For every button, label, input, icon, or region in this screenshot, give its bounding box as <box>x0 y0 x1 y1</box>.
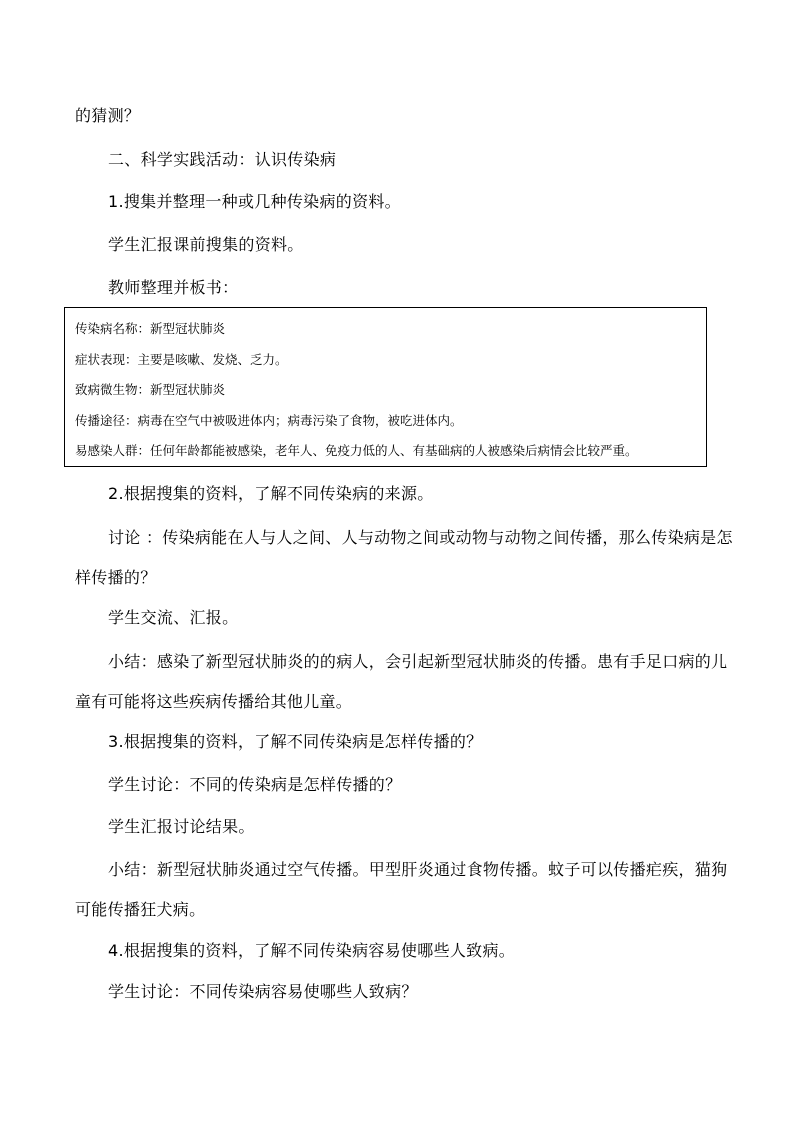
paragraph: 4.根据搜集的资料，了解不同传染病容易使哪些人致病。 <box>108 941 516 960</box>
paragraph: 2.根据搜集的资料，了解不同传染病的来源。 <box>108 484 434 503</box>
board-line: 症状表现：主要是咳嗽、发烧、乏力。 <box>75 351 288 367</box>
paragraph: 学生讨论：不同的传染病是怎样传播的？ <box>108 775 402 794</box>
paragraph: 学生讨论：不同传染病容易使哪些人致病？ <box>108 982 418 1001</box>
paragraph: 小结：感染了新型冠状肺炎的的病人，会引起新型冠状肺炎的传播。患有手足口病的儿童有可能将这些疾病传播给其他儿童。 <box>75 652 728 711</box>
paragraph: 学生汇报课前搜集的资料。 <box>108 235 304 254</box>
paragraph: 学生交流、汇报。 <box>108 608 239 627</box>
paragraph: 学生汇报讨论结果。 <box>108 817 255 836</box>
board-line: 致病微生物：新型冠状肺炎 <box>75 382 226 397</box>
paragraph: 3.根据搜集的资料，了解不同传染病是怎样传播的？ <box>108 732 483 751</box>
paragraph: 小结：新型冠状肺炎通过空气传播。甲型肝炎通过食物传播。蚊子可以传播疟疾，猫狗可能传播狂犬病。 <box>75 860 728 919</box>
section-heading: 二、科学实践活动：认识传染病 <box>108 150 337 169</box>
paragraph: 教师整理并板书： <box>108 278 239 297</box>
board-notes-box <box>64 307 707 467</box>
paragraph: 讨论 ：传染病能在人与人之间、人与动物之间或动物与动物之间传播，那么传染病是怎样传播的？ <box>75 528 733 587</box>
board-line: 传播途径：病毒在空气中被吸进体内；病毒污染了食物，被吃进体内。 <box>75 412 463 428</box>
paragraph: 的猜测？ <box>75 106 141 125</box>
paragraph: 1.搜集并整理一种或几种传染病的资料。 <box>108 192 401 211</box>
board-line: 易感染人群：任何年龄都能被感染，老年人、免疫力低的人、有基础病的人被感染后病情会比较严重。 <box>75 443 638 458</box>
board-line: 传染病名称：新型冠状肺炎 <box>75 321 226 336</box>
